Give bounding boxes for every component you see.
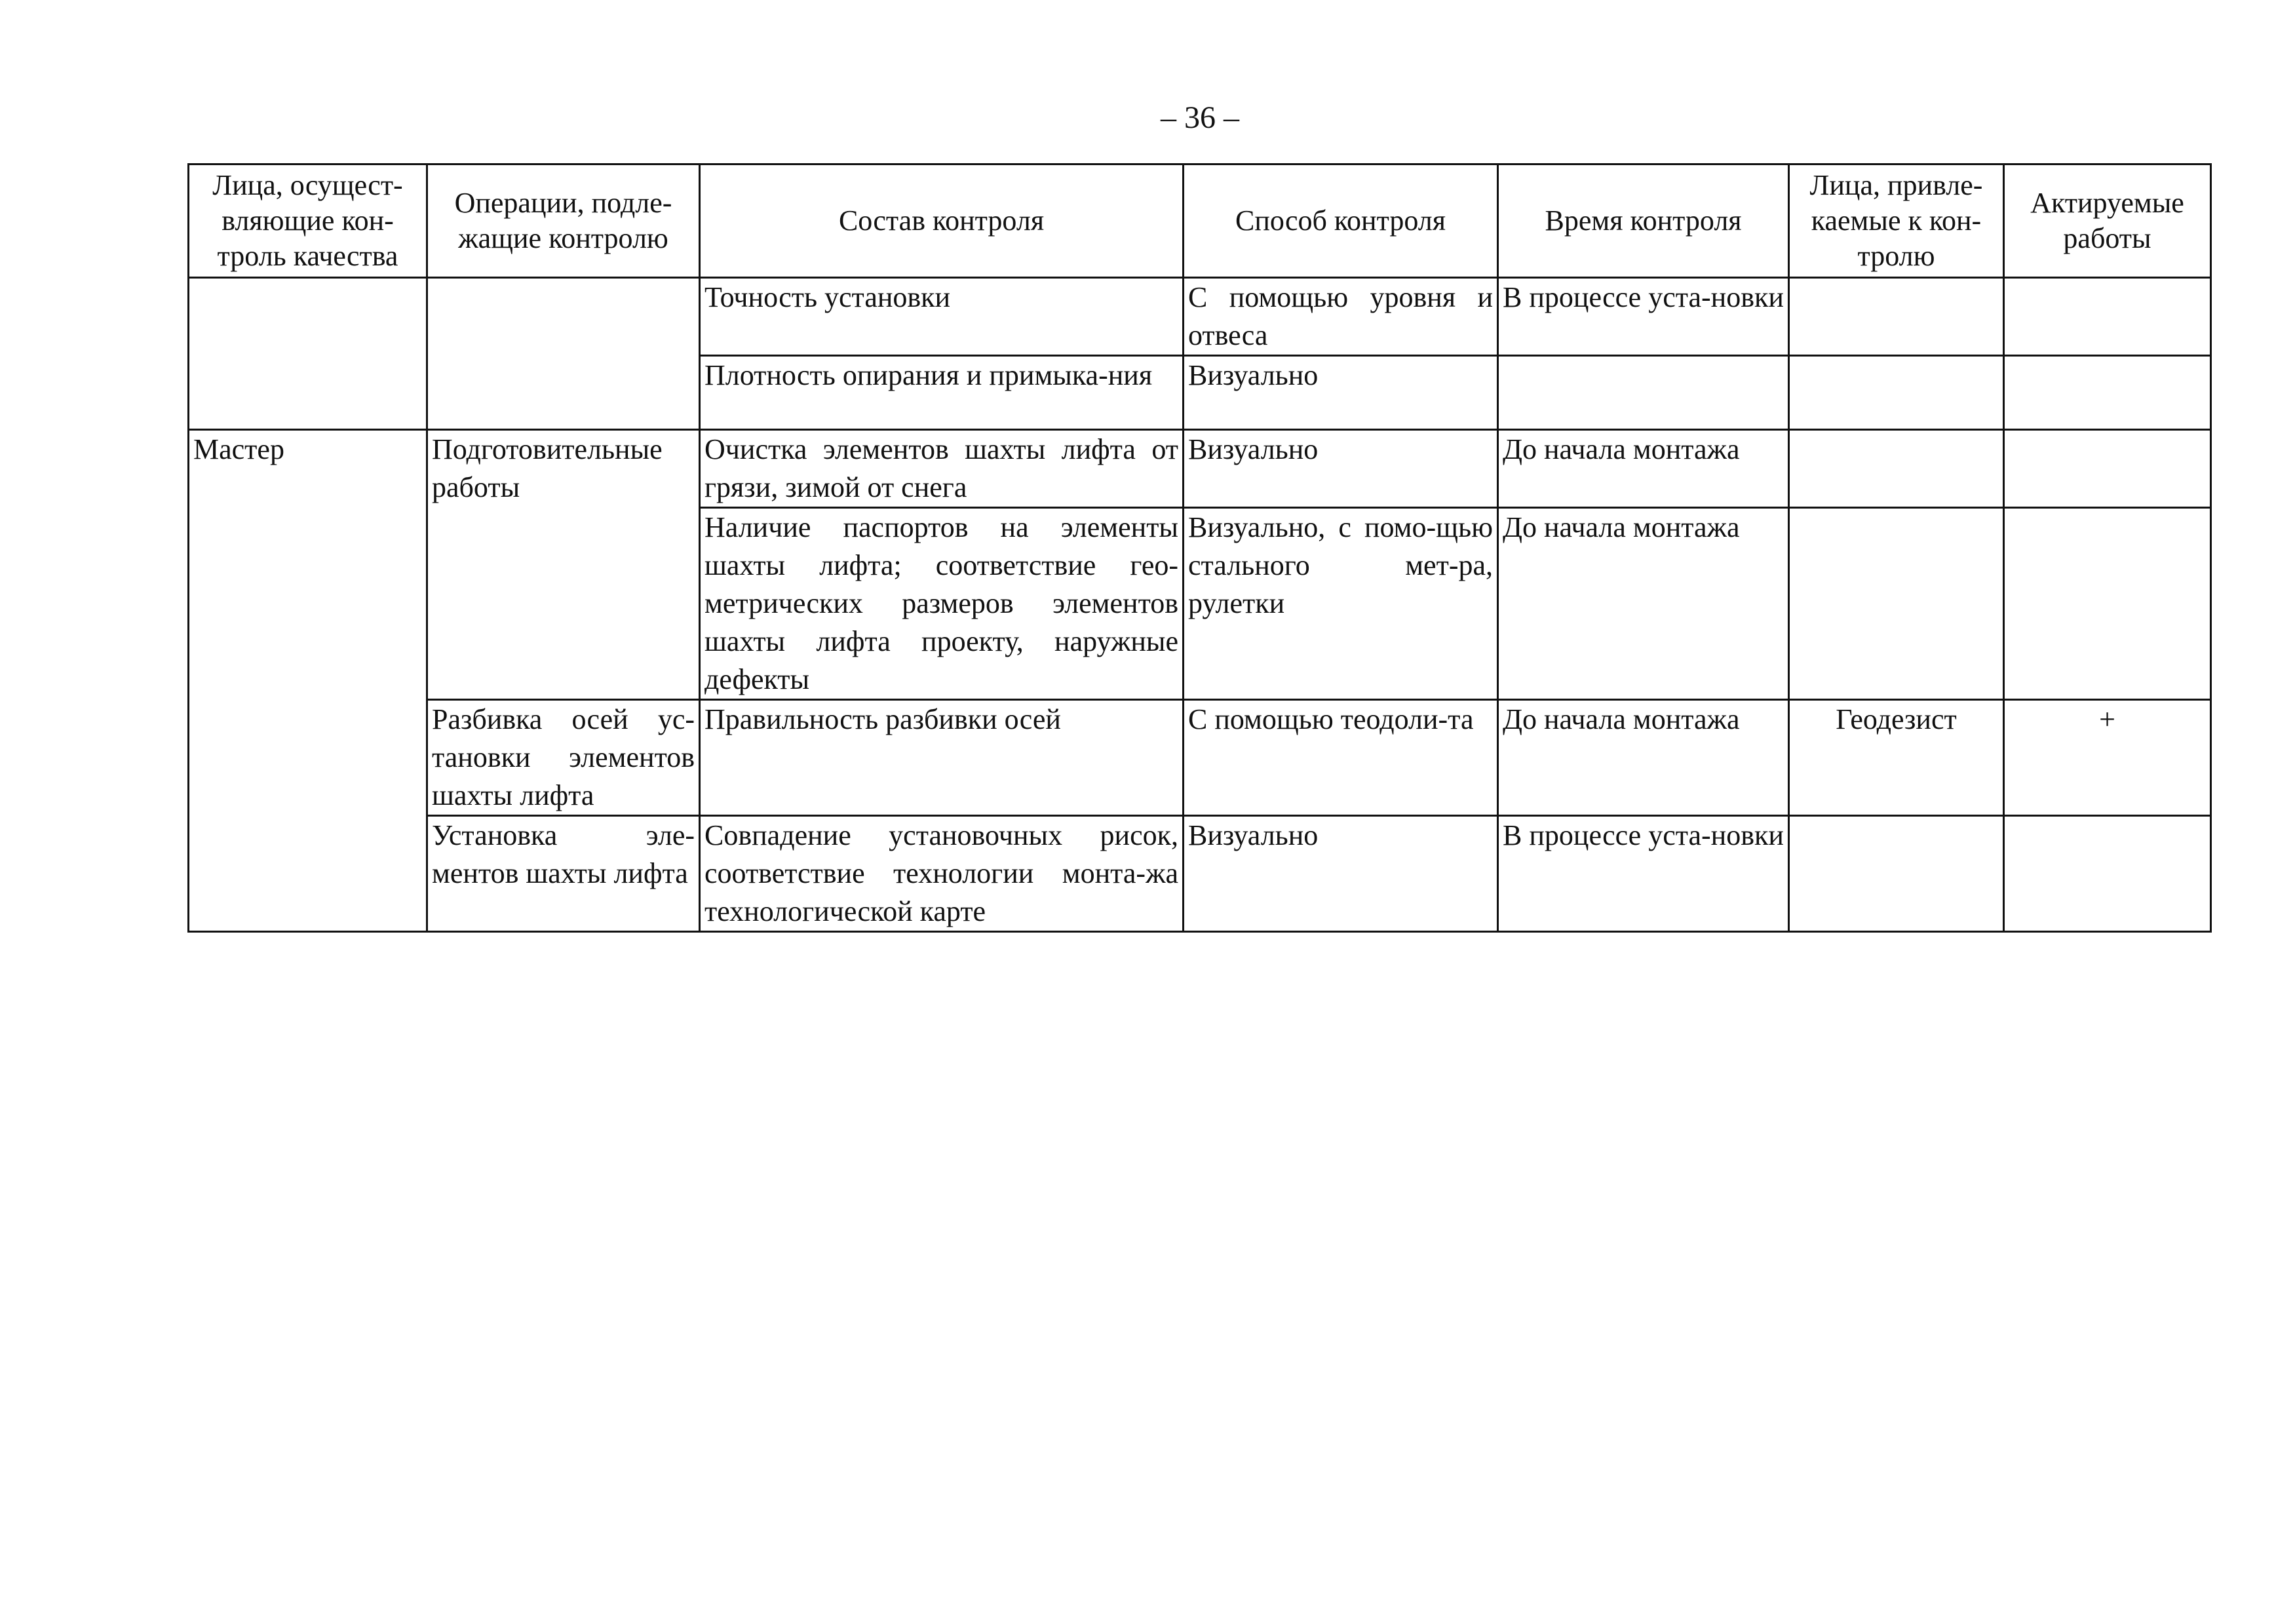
cell-operation: Установка эле-ментов шахты лифта: [427, 816, 700, 932]
cell-involved: [1789, 816, 2004, 932]
cell-involved: [1789, 278, 2004, 356]
table-row: [189, 278, 2211, 356]
cell-time: [1498, 356, 1789, 430]
cell-person: [189, 278, 427, 430]
cell-method: Визуально: [1184, 816, 1498, 932]
cell-acted: +: [2004, 700, 2211, 816]
cell-time: В процессе уста-новки: [1498, 816, 1789, 932]
cell-operation: Подготовительные работы: [427, 430, 700, 700]
table-row: [189, 700, 2211, 816]
cell-method: С помощью теодоли-та: [1184, 700, 1498, 816]
cell-composition: Совпадение установочных рисок, соответствие технологии монта-жа технологической карте: [700, 816, 1184, 932]
cell-acted: [2004, 278, 2211, 356]
table-header-row: [189, 164, 2211, 278]
quality-control-table: [187, 163, 2212, 933]
header-method: Способ контроля: [1184, 164, 1498, 278]
table-row: [189, 430, 2211, 508]
cell-involved: [1789, 508, 2004, 700]
cell-composition: Очистка элементов шахты лифта от грязи, зимой от снега: [700, 430, 1184, 508]
page-number: – 36 –: [1161, 100, 1239, 135]
cell-time: В процессе уста-новки: [1498, 278, 1789, 356]
cell-composition: Наличие паспортов на элементы шахты лифта; соответствие гео-метрических размеров элементов шахты лифта проекту, наружные дефекты: [700, 508, 1184, 700]
cell-acted: [2004, 430, 2211, 508]
cell-acted: [2004, 816, 2211, 932]
cell-method: Визуально: [1184, 356, 1498, 430]
cell-operation: [427, 278, 700, 430]
cell-involved: [1789, 356, 2004, 430]
table-row: [189, 816, 2211, 932]
header-acted: Актируемые работы: [2004, 164, 2211, 278]
cell-method: Визуально: [1184, 430, 1498, 508]
cell-involved: Геодезист: [1789, 700, 2004, 816]
cell-composition: Точность установки: [700, 278, 1184, 356]
cell-acted: [2004, 356, 2211, 430]
header-person: Лица, осущест-вляющие кон-троль качества: [189, 164, 427, 278]
cell-method: Визуально, с помо-щью стального мет-ра, рулетки: [1184, 508, 1498, 700]
header-involved: Лица, привле-каемые к кон-тролю: [1789, 164, 2004, 278]
header-time: Время контроля: [1498, 164, 1789, 278]
cell-person: Мастер: [189, 430, 427, 932]
cell-time: До начала монтажа: [1498, 508, 1789, 700]
cell-acted: [2004, 508, 2211, 700]
header-operation: Операции, подле-жащие контролю: [427, 164, 700, 278]
cell-composition: Правильность разбивки осей: [700, 700, 1184, 816]
cell-composition: Плотность опирания и примыка-ния: [700, 356, 1184, 430]
header-composition: Состав контроля: [700, 164, 1184, 278]
cell-time: До начала монтажа: [1498, 430, 1789, 508]
cell-involved: [1789, 430, 2004, 508]
cell-operation: Разбивка осей ус-тановки элементов шахты лифта: [427, 700, 700, 816]
cell-time: До начала монтажа: [1498, 700, 1789, 816]
cell-method: С помощью уровня и отвеса: [1184, 278, 1498, 356]
